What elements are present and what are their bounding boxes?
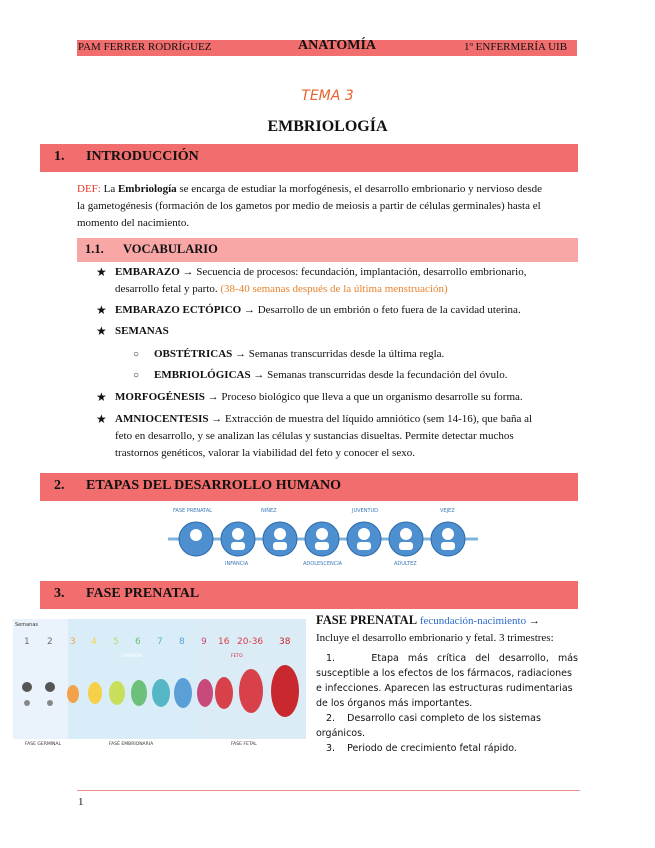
def-text: se encarga de estudiar la morfogénesis, el desarrollo embrionario y nervioso desde bbox=[176, 183, 543, 195]
baby-icon bbox=[232, 528, 244, 540]
section-title: FASE PRENATAL bbox=[86, 586, 200, 601]
vocab-item-ectopico bbox=[96, 302, 579, 319]
adult-icon bbox=[400, 528, 412, 540]
week-label: 9 bbox=[201, 637, 207, 647]
prenatal-title: FASE PRENATAL bbox=[316, 613, 418, 627]
prenatal-range: fecundación-nacimiento bbox=[419, 615, 527, 627]
circle-bullet-icon: ○ bbox=[133, 370, 140, 381]
list-text: orgánicos. bbox=[316, 728, 366, 739]
embryo-icon bbox=[67, 685, 79, 703]
footer-line bbox=[77, 790, 580, 791]
feto-label: FETO bbox=[231, 654, 243, 659]
vocab-def: → Proceso biológico que lleva a que un organismo desarrolle su forma. bbox=[204, 391, 523, 403]
cell-icon bbox=[47, 700, 53, 706]
header-course: 1º ENFERMERÍA UIB bbox=[464, 41, 568, 53]
star-bullet-icon: ★ bbox=[96, 265, 107, 279]
embryo-icon bbox=[152, 679, 170, 707]
embryo-icon bbox=[109, 681, 125, 705]
embryo-icon bbox=[88, 682, 102, 704]
life-stages-image bbox=[168, 505, 478, 567]
vocab-term: EMBARAZO bbox=[115, 266, 180, 278]
vocab-def: → Semanas transcurridas desde la última regla. bbox=[232, 348, 445, 360]
section-1-heading bbox=[40, 144, 578, 172]
stage-label: ADOLESCENCIA bbox=[303, 561, 343, 567]
star-bullet-icon: ★ bbox=[96, 390, 107, 404]
body-shape bbox=[231, 542, 245, 550]
prenatal-intro bbox=[316, 612, 581, 647]
section-number: 2. bbox=[54, 478, 65, 493]
vocab-subitem-obstetricas bbox=[133, 346, 579, 363]
week-label: 3 bbox=[70, 637, 76, 647]
def-label: DEF: bbox=[77, 183, 101, 195]
header-author: PAM FERRER RODRÍGUEZ bbox=[78, 41, 212, 53]
embryo-icon bbox=[131, 680, 147, 706]
week-label: 38 bbox=[279, 637, 291, 647]
header-subject: ANATOMÍA bbox=[298, 38, 377, 53]
teen-icon bbox=[316, 528, 328, 540]
def-text: La bbox=[100, 183, 118, 195]
week-label: 5 bbox=[113, 637, 119, 647]
arrow-icon: → bbox=[528, 615, 540, 627]
subsection-1-1-heading bbox=[77, 238, 578, 262]
list-number: 1. bbox=[326, 653, 336, 664]
vocab-subitem-embriologicas bbox=[133, 367, 579, 384]
list-text: de los órganos más importantes. bbox=[316, 698, 473, 709]
body-shape bbox=[441, 542, 455, 550]
stage-label: JUVENTUD bbox=[352, 508, 379, 514]
prenatal-weeks-image bbox=[13, 619, 306, 752]
young-icon bbox=[358, 528, 370, 540]
body-shape bbox=[315, 542, 329, 550]
vocab-term: MORFOGÉNESIS bbox=[115, 391, 205, 403]
vocab-def: desarrollo fetal y parto. bbox=[115, 283, 221, 295]
week-label: 16 bbox=[218, 637, 230, 647]
subsection-number: 1.1. bbox=[85, 242, 104, 256]
trimester-list bbox=[316, 651, 578, 756]
vocab-term: AMNIOCENTESIS bbox=[115, 413, 209, 425]
phase-label: FASE GERMINAL bbox=[25, 742, 62, 747]
stage-label: VEJEZ bbox=[440, 508, 455, 514]
def-term: Embriología bbox=[117, 183, 177, 195]
vocab-note: (38-40 semanas después de la última menstruación) bbox=[220, 283, 448, 295]
circle-bullet-icon: ○ bbox=[133, 349, 140, 360]
vocab-term: EMBARAZO ECTÓPICO bbox=[115, 304, 242, 316]
cell-icon bbox=[22, 682, 32, 692]
vocab-term: SEMANAS bbox=[115, 325, 169, 337]
section-2-heading bbox=[40, 473, 578, 501]
fetus-icon bbox=[239, 669, 263, 713]
trimester-item-2 bbox=[316, 711, 578, 726]
week-label: 2 bbox=[47, 637, 53, 647]
week-label: 20-36 bbox=[237, 637, 264, 647]
list-text: susceptible a los efectos de los fármacos, radiaciones bbox=[316, 668, 572, 679]
vocab-term: OBSTÉTRICAS bbox=[154, 348, 233, 360]
body-shape bbox=[357, 542, 371, 550]
stage-label: INFANCIA bbox=[225, 561, 249, 567]
vocab-def: → Semanas transcurridas desde la fecundación del óvulo. bbox=[250, 369, 508, 381]
semanas-label: Semanas bbox=[15, 622, 39, 628]
subsection-title: VOCABULARIO bbox=[123, 242, 218, 256]
week-label: 1 bbox=[24, 637, 30, 647]
body-shape bbox=[399, 542, 413, 550]
fetus-icon bbox=[215, 677, 233, 709]
vocab-def: feto en desarrollo, y se analizan las células y sustancias disueltas. Permite detectar muchos bbox=[115, 430, 514, 442]
vocab-item-embarazo bbox=[96, 264, 579, 298]
child-icon bbox=[274, 528, 286, 540]
stage-label: FASE PRENATAL bbox=[173, 508, 213, 514]
star-bullet-icon: ★ bbox=[96, 303, 107, 317]
stage-label: ADULTEZ bbox=[394, 561, 417, 567]
vocab-term: EMBRIOLÓGICAS bbox=[154, 369, 251, 381]
vocab-item-semanas bbox=[96, 323, 579, 340]
vocab-def: → Secuencia de procesos: fecundación, implantación, desarrollo embrionario, bbox=[179, 266, 527, 278]
cell-icon bbox=[45, 682, 55, 692]
week-label: 8 bbox=[179, 637, 185, 647]
section-title: INTRODUCCIÓN bbox=[86, 149, 199, 164]
vocab-item-amniocentesis bbox=[96, 411, 579, 462]
embrion-label: EMBRIÓN bbox=[121, 654, 143, 659]
section-number: 1. bbox=[54, 149, 65, 164]
trimester-item-3 bbox=[316, 741, 578, 756]
star-bullet-icon: ★ bbox=[96, 324, 107, 338]
list-text: e infecciones. Aparecen las estructuras rudimentarias bbox=[316, 683, 573, 694]
stage-label: NIÑEZ bbox=[261, 508, 277, 514]
phase-label: FASE FETAL bbox=[231, 742, 257, 747]
star-bullet-icon: ★ bbox=[96, 412, 107, 426]
vocab-def: trastornos genéticos, valorar la viabilidad del feto y conocer el sexo. bbox=[115, 447, 415, 459]
definition-paragraph bbox=[77, 181, 579, 232]
list-number: 2. bbox=[326, 713, 336, 724]
section-3-heading bbox=[40, 581, 578, 609]
vocab-def: → Extracción de muestra del líquido amniótico (sem 14-16), que baña al bbox=[208, 413, 533, 425]
list-text: Etapa más crítica del desarrollo, más bbox=[371, 653, 578, 664]
vocab-def: → Desarrollo de un embrión o feto fuera de la cavidad uterina. bbox=[241, 304, 521, 316]
week-label: 6 bbox=[135, 637, 141, 647]
list-number: 3. bbox=[326, 743, 336, 754]
embryo-icon bbox=[174, 678, 192, 708]
page-title: EMBRIOLOGÍA bbox=[267, 118, 388, 135]
body-shape bbox=[273, 542, 287, 550]
prenatal-desc: Incluye el desarrollo embrionario y fetal. 3 trimestres: bbox=[316, 632, 554, 644]
cell-icon bbox=[24, 700, 30, 706]
fetus-icon bbox=[190, 529, 202, 541]
section-number: 3. bbox=[54, 586, 65, 601]
week-label: 7 bbox=[157, 637, 163, 647]
vocab-item-morfogenesis bbox=[96, 389, 579, 406]
page-number: 1 bbox=[78, 796, 84, 808]
fetus-icon bbox=[197, 679, 213, 707]
def-text: momento del nacimiento. bbox=[77, 217, 190, 229]
list-text: Periodo de crecimiento fetal rápido. bbox=[347, 743, 517, 754]
list-text: Desarrollo casi completo de los sistemas bbox=[347, 713, 541, 724]
tema-label: TEMA 3 bbox=[301, 88, 354, 104]
phase-label: FASE EMBRIONARIA bbox=[109, 742, 154, 747]
section-title: ETAPAS DEL DESARROLLO HUMANO bbox=[86, 478, 342, 493]
def-text: la gametogénesis (formación de los gametos por medio de meiosis a partir de células germinales) hasta el bbox=[77, 200, 541, 212]
week-label: 4 bbox=[91, 637, 97, 647]
trimester-item-1 bbox=[316, 651, 578, 666]
elder-icon bbox=[442, 528, 454, 540]
fetus-icon bbox=[271, 665, 299, 717]
